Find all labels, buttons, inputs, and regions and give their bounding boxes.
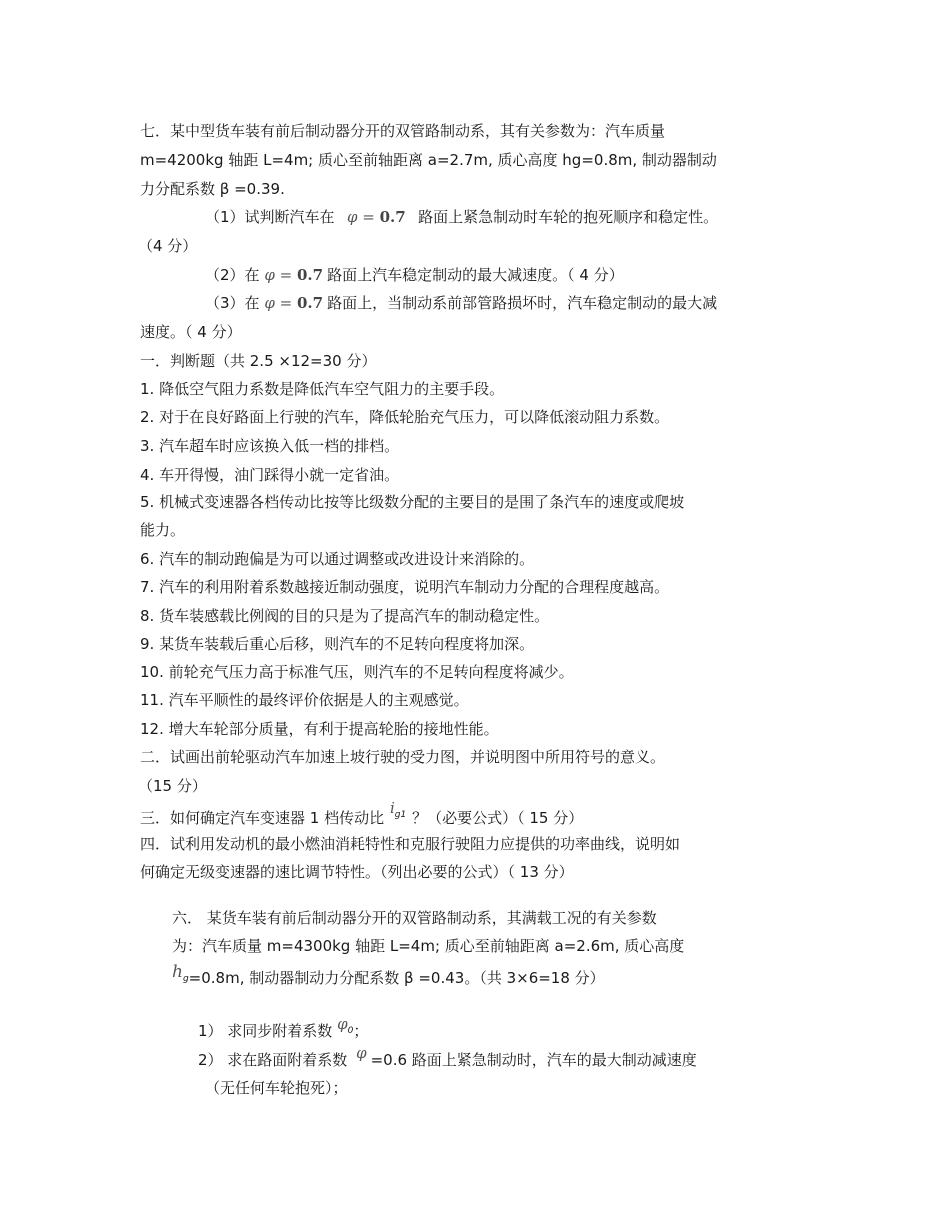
q7-sub-1 [205,207,718,227]
q7-sub-2-text-b: 路面上汽车稳定制动的最大减速度。（ 4 分） [327,266,624,284]
sec3-line [140,799,584,831]
phi-value: 0.7 [296,294,324,312]
sec4-line-2: 何确定无级变速器的速比调节特性。（列出必要的公式）（ 13 分） [140,863,574,881]
sec1-item: 能力。 [140,521,186,539]
phi-value: 0.7 [296,266,324,284]
sec6-q2-text-b: =0.6 路面上紧急制动时，汽车的最大制动减速度 [370,1051,697,1069]
phi0-phi: φ [337,1015,348,1033]
q7-sub-1-text-a: （1）试判断汽车在 [205,208,335,226]
q7-sub-1-score: （4 分） [138,237,198,255]
phi-symbol: φ [264,294,275,312]
sec6-q1-text-a: 1） 求同步附着系数 [198,1022,333,1040]
phi0-symbol [337,1015,354,1036]
q7-line-3: 力分配系数 β =0.39. [140,180,285,198]
sec6-line-3-text: =0.8m, 制动器制动力分配系数 β =0.43。（共 3×6=18 分） [188,969,605,987]
sec3-text-a: 三．如何确定汽车变速器 1 档传动比 [140,809,385,827]
hg-sub: g [182,974,189,984]
q7-sub-1-text-b: 路面上紧急制动时车轮的抱死顺序和稳定性。 [418,208,719,226]
sec1-item: 5. 机械式变速器各档传动比按等比级数分配的主要目的是围了条汽车的速度或爬坡 [140,493,685,511]
phi0-sub: 0 [347,1026,354,1036]
q7-line-1: 七．某中型货车装有前后制动器分开的双管路制动系，其有关参数为：汽车质量 [140,122,666,140]
hg-symbol [172,962,189,984]
phi-formula [264,265,322,285]
sec6-q2-cont: （无任何车轮抱死）； [205,1079,348,1097]
phi-symbol: φ [346,208,358,226]
phi-formula [264,293,322,313]
sec2-line-1: 二．试画出前轮驱动汽车加速上坡行驶的受力图，并说明图中所用符号的意义。 [140,748,666,766]
sec6-line-3 [172,962,605,991]
equals-sign: = [274,266,297,284]
sec1-title: 一．判断题（共 2.5 ×12=30 分） [140,352,377,370]
phi-value: 0.7 [379,208,406,226]
sec6-line-1: 六． 某货车装有前后制动器分开的双管路制动系，其满载工况的有关参数 [172,909,657,927]
sec1-item: 7. 汽车的利用附着系数越接近制动强度，说明汽车制动力分配的合理程度越高。 [140,578,670,596]
gear-ratio-sub: g1 [394,810,407,820]
sec1-item: 10. 前轮充气压力高于标准气压，则汽车的不足转向程度将减少。 [140,663,574,681]
sec6-q1 [198,1015,369,1044]
equals-sign: = [274,294,297,312]
sec1-item: 11. 汽车平顺性的最终评价依据是人的主观感觉。 [140,691,469,709]
sec6-q1-text-b: ； [353,1022,369,1040]
sec1-item: 2. 对于在良好路面上行驶的汽车，降低轮胎充气压力，可以降低滚动阻力系数。 [140,408,670,426]
phi-formula [339,207,413,227]
equals-sign: = [357,208,380,226]
sec1-item: 12. 增大车轮部分质量，有利于提高轮胎的接地性能。 [140,720,499,738]
sec6-q2 [198,1044,697,1070]
q7-sub-3-text-b: 路面上，当制动系前部管路损坏时，汽车稳定制动的最大减 [327,294,718,312]
q7-sub-3 [205,293,717,313]
sec1-item: 1. 降低空气阻力系数是降低汽车空气阻力的主要手段。 [140,380,505,398]
hg-h: h [172,962,183,982]
sec1-item: 8. 货车装感载比例阀的目的只是为了提高汽车的制动稳定性。 [140,607,550,625]
phi-symbol: φ [264,266,275,284]
q7-sub-2 [205,265,624,285]
sec2-line-2: （15 分） [138,777,207,795]
sec1-item: 9. 某货车装载后重心后移，则汽车的不足转向程度将加深。 [140,635,535,653]
q7-sub-3-text-a: （3）在 [205,294,260,312]
phi-symbol: φ [356,1044,367,1062]
q7-sub-2-text-a: （2）在 [205,266,260,284]
gear-ratio-i: i [389,799,395,817]
sec4-line-1: 四．试利用发动机的最小燃油消耗特性和克服行驶阻力应提供的功率曲线，说明如 [140,835,681,853]
sec1-item: 3. 汽车超车时应该换入低一档的排档。 [140,437,400,455]
q7-sub-3-cont: 速度。（ 4 分） [140,323,242,341]
sec6-line-2: 为：汽车质量 m=4300kg 轴距 L=4m; 质心至前轴距离 a=2.6m, 质心高度 [172,937,685,955]
q7-line-2: m=4200kg 轴距 L=4m; 质心至前轴距离 a=2.7m, 质心高度 hg=0.8m, 制动器制动 [140,151,717,169]
sec6-q2-text-a: 2） 求在路面附着系数 [198,1051,348,1069]
gear-ratio-symbol [384,799,412,831]
sec1-item: 4. 车开得慢，油门踩得小就一定省油。 [140,466,400,484]
sec1-item: 6. 汽车的制动跑偏是为可以通过调整或改进设计来消除的。 [140,550,535,568]
sec3-text-b: ？（必要公式）（ 15 分） [412,809,584,827]
